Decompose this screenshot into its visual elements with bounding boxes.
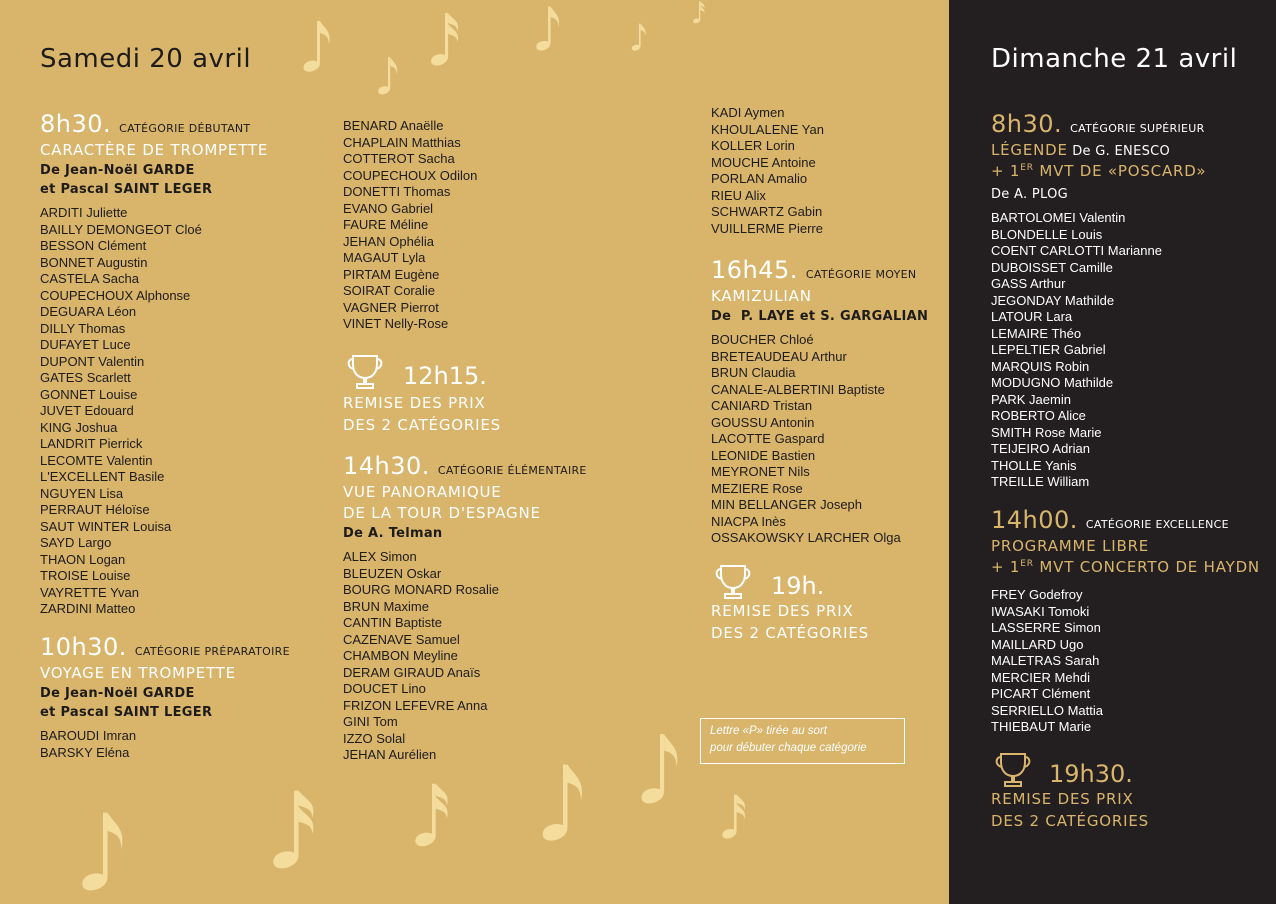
participant: SAYD Largo — [40, 535, 112, 550]
trophy-icon — [713, 564, 753, 600]
piece-title — [991, 161, 1261, 185]
award-text: REMISE DES PRIX — [991, 790, 1134, 808]
music-note-icon — [404, 780, 460, 854]
piece-text: MVT DE «POSCARD» — [1033, 162, 1207, 180]
participant-list-continued — [343, 118, 477, 333]
participant: GOUSSU Antonin — [711, 414, 815, 430]
participant-list — [343, 549, 643, 764]
session-14h00-sunday — [991, 506, 1266, 736]
participant: IWASAKI Tomoki — [991, 603, 1090, 619]
participant: VAYRETTE Yvan — [40, 584, 139, 600]
piece-title: CARACTÈRE DE TROMPETTE — [40, 141, 269, 159]
music-note-icon — [428, 10, 462, 72]
participant: JEHAN Ophélia — [343, 233, 435, 249]
participant: DILLY Thomas — [40, 320, 126, 336]
participant: KING Joshua — [40, 419, 118, 435]
participant: FAURE Méline — [343, 217, 429, 232]
piece-title: LÉGENDE — [991, 141, 1068, 159]
participant: PERRAUT Héloïse — [40, 502, 150, 517]
participant: MARQUIS Robin — [991, 358, 1090, 374]
session-category: CATÉGORIE SUPÉRIEUR — [1070, 122, 1205, 135]
participant: L'EXCELLENT Basile — [40, 469, 165, 484]
piece-title: PROGRAMME LIBRE — [991, 537, 1150, 555]
participant: LEPELTIER Gabriel — [991, 342, 1106, 357]
participant: BRETEAUDEAU Arthur — [711, 348, 847, 364]
participant: MODUGNO Mathilde — [991, 375, 1114, 390]
participant: ROBERTO Alice — [991, 408, 1086, 423]
participant: LACOTTE Gaspard — [711, 431, 825, 446]
participant: THOLLE Yanis — [991, 457, 1077, 473]
music-note-icon — [712, 792, 756, 844]
composer: De A. Telman — [343, 526, 443, 541]
participant: VAGNER Pierrot — [343, 299, 439, 315]
session-10h30 — [40, 633, 330, 761]
participant: DEGUARA Léon — [40, 304, 137, 319]
participant: LECOMTE Valentin — [40, 452, 153, 468]
award-time: 19h30. — [1049, 760, 1133, 788]
participant: LANDRIT Pierrick — [40, 436, 143, 451]
piece-superscript: ER — [1020, 559, 1034, 569]
participant: BRUN Maxime — [343, 598, 429, 614]
participant: MOUCHE Antoine — [711, 154, 816, 170]
participant-list — [40, 728, 330, 761]
award-text: DES 2 CATÉGORIES — [711, 624, 869, 642]
sunday-title: Dimanche 21 avril — [991, 44, 1238, 74]
participant: JUVET Edouard — [40, 403, 134, 418]
participant: VINET Nelly-Rose — [343, 316, 449, 331]
session-category: CATÉGORIE DÉBUTANT — [119, 122, 251, 135]
participant: IZZO Solal — [343, 730, 406, 746]
saturday-title: Samedi 20 avril — [40, 44, 252, 74]
participant: NIACPA Inès — [711, 513, 786, 529]
participant: VUILLERME Pierre — [711, 220, 823, 236]
participant: DONETTI Thomas — [343, 184, 451, 199]
session-time: 8h30. — [991, 110, 1063, 138]
piece-text: + 1 — [991, 162, 1021, 180]
participant-list — [711, 332, 941, 547]
award-text: DES 2 CATÉGORIES — [991, 812, 1149, 830]
participant-list — [991, 587, 1266, 736]
participant: GONNET Louise — [40, 386, 138, 402]
award-text: REMISE DES PRIX — [343, 394, 486, 412]
participant: MIN BELLANGER Joseph — [711, 497, 863, 512]
music-note-icon — [76, 808, 130, 900]
participant: SAUT WINTER Louisa — [40, 518, 172, 534]
music-note-icon — [270, 786, 318, 878]
participant: ARDITI Juliette — [40, 205, 128, 220]
participant: BARSKY Eléna — [40, 744, 130, 760]
participant: NGUYEN Lisa — [40, 485, 124, 501]
draw-note — [700, 718, 905, 764]
participant: MAILLARD Ugo — [991, 636, 1084, 652]
award-ceremony — [343, 352, 593, 442]
participant: MERCIER Mehdi — [991, 669, 1090, 685]
piece-text: MVT CONCERTO DE HAYDN — [1033, 558, 1260, 576]
session-16h45 — [711, 256, 941, 547]
composer: De Jean-Noël GARDE — [40, 163, 195, 178]
participant: PORLAN Amalio — [711, 171, 808, 186]
participant: COTTEROT Sacha — [343, 151, 455, 166]
participant: PIRTAM Eugène — [343, 266, 440, 282]
participant: BRUN Claudia — [711, 365, 796, 380]
participant: DERAM GIRAUD Anaïs — [343, 664, 481, 680]
participant: DOUCET Lino — [343, 681, 426, 696]
participant: LATOUR Lara — [991, 309, 1073, 324]
composer: De Jean-Noël GARDE — [40, 686, 195, 701]
participant: DUFAYET Luce — [40, 337, 131, 352]
composer: De G. ENESCO — [1072, 144, 1171, 159]
session-category: CATÉGORIE EXCELLENCE — [1085, 518, 1229, 531]
session-category: CATÉGORIE MOYEN — [805, 268, 917, 281]
composer: De P. LAYE et S. GARGALIAN — [711, 309, 929, 324]
participant-list-continued — [711, 105, 824, 237]
participant: GASS Arthur — [991, 276, 1066, 291]
piece-title: VOYAGE EN TROMPETTE — [40, 664, 236, 682]
piece-title — [991, 557, 1266, 581]
session-14h30 — [343, 452, 643, 764]
session-8h30 — [40, 110, 330, 618]
session-time: 10h30. — [40, 633, 127, 661]
composer: et Pascal SAINT LEGER — [40, 705, 213, 720]
piece-title: KAMIZULIAN — [711, 287, 812, 305]
participant: OSSAKOWSKY LARCHER Olga — [711, 530, 901, 545]
participant: CAZENAVE Samuel — [343, 631, 460, 647]
participant: SCHWARTZ Gabin — [711, 204, 823, 219]
session-time: 8h30. — [40, 110, 112, 138]
participant: LEONIDE Bastien — [711, 447, 816, 463]
music-note-icon — [684, 0, 714, 26]
participant: GATES Scarlett — [40, 370, 131, 385]
award-time: 19h. — [771, 572, 825, 600]
participant: TROISE Louise — [40, 568, 131, 583]
session-8h30-sunday — [991, 110, 1261, 491]
participant: EVANO Gabriel — [343, 200, 434, 216]
participant: GINI Tom — [343, 714, 398, 729]
participant: KOLLER Lorin — [711, 138, 795, 153]
participant: LEMAIRE Théo — [991, 325, 1082, 341]
participant: MAGAUT Lyla — [343, 250, 426, 265]
participant: CHAPLAIN Matthias — [343, 134, 461, 150]
session-time: 14h00. — [991, 506, 1078, 534]
participant: CANALE-ALBERTINI Baptiste — [711, 381, 885, 397]
participant: COENT CARLOTTI Marianne — [991, 243, 1162, 258]
music-note-icon — [624, 22, 654, 54]
trophy-icon — [993, 752, 1033, 788]
participant: LASSERRE Simon — [991, 620, 1101, 635]
music-note-icon — [540, 760, 586, 850]
participant: PICART Clément — [991, 686, 1091, 701]
session-time: 16h45. — [711, 256, 798, 284]
participant: SOIRAT Coralie — [343, 283, 435, 298]
music-note-icon — [376, 55, 400, 99]
music-note-icon — [300, 18, 334, 78]
participant: SERRIELLO Mattia — [991, 702, 1103, 718]
award-text: REMISE DES PRIX — [711, 602, 854, 620]
piece-text: + 1 — [991, 558, 1021, 576]
session-category: CATÉGORIE ÉLÉMENTAIRE — [437, 464, 587, 477]
participant: MEZIERE Rose — [711, 480, 803, 496]
participant: BARTOLOMEI Valentin — [991, 210, 1126, 225]
participant-list — [40, 205, 330, 618]
participant: ALEX Simon — [343, 549, 417, 564]
music-note-icon — [638, 730, 682, 812]
piece-title: DE LA TOUR D'ESPAGNE — [343, 504, 541, 522]
participant: CANIARD Tristan — [711, 398, 813, 413]
participant: FREY Godefroy — [991, 587, 1083, 602]
participant: BAILLY DEMONGEOT Cloé — [40, 221, 202, 237]
award-text: DES 2 CATÉGORIES — [343, 416, 501, 434]
music-note-icon — [530, 4, 566, 56]
participant: BLONDELLE Louis — [991, 226, 1103, 242]
note-line: pour débuter chaque catégorie — [710, 742, 867, 754]
participant: CANTIN Baptiste — [343, 615, 442, 630]
session-category: CATÉGORIE PRÉPARATOIRE — [134, 645, 290, 658]
participant: TREILLE William — [991, 474, 1090, 489]
participant: BAROUDI Imran — [40, 728, 137, 743]
participant: DUPONT Valentin — [40, 353, 145, 369]
participant: THIEBAUT Marie — [991, 719, 1092, 734]
participant: TEIJEIRO Adrian — [991, 441, 1090, 456]
participant: JEHAN Aurélien — [343, 747, 437, 762]
participant: COUPECHOUX Alphonse — [40, 287, 191, 303]
participant: COUPECHOUX Odilon — [343, 167, 478, 183]
participant: CHAMBON Meyline — [343, 648, 458, 663]
participant: RIEU Alix — [711, 187, 766, 203]
participant: SMITH Rose Marie — [991, 424, 1102, 440]
piece-superscript: ER — [1020, 163, 1034, 173]
trophy-icon — [345, 354, 385, 390]
participant: CASTELA Sacha — [40, 271, 139, 286]
participant: ZARDINI Matteo — [40, 601, 136, 616]
award-ceremony — [991, 750, 1231, 835]
note-line: Lettre «P» tirée au sort — [710, 725, 827, 737]
participant: FRIZON LEFEVRE Anna — [343, 697, 488, 713]
participant: MEYRONET Nils — [711, 464, 810, 479]
participant: BLEUZEN Oskar — [343, 565, 442, 581]
participant: BESSON Clément — [40, 238, 147, 253]
participant: JEGONDAY Mathilde — [991, 292, 1115, 308]
award-time: 12h15. — [403, 362, 487, 390]
composer: De A. PLOG — [991, 187, 1068, 202]
award-ceremony — [711, 562, 931, 647]
composer: et Pascal SAINT LEGER — [40, 182, 213, 197]
participant: KADI Aymen — [711, 105, 785, 120]
participant: PARK Jaemin — [991, 391, 1071, 407]
participant: BOUCHER Chloé — [711, 332, 814, 347]
participant: KHOULALENE Yan — [711, 121, 824, 137]
participant-list — [991, 210, 1261, 491]
piece-title: VUE PANORAMIQUE — [343, 483, 502, 501]
participant: MALETRAS Sarah — [991, 653, 1100, 668]
participant: BENARD Anaëlle — [343, 118, 444, 133]
participant: BONNET Augustin — [40, 254, 148, 270]
participant: DUBOISSET Camille — [991, 259, 1113, 275]
participant: THAON Logan — [40, 551, 126, 567]
participant: BOURG MONARD Rosalie — [343, 582, 500, 597]
session-time: 14h30. — [343, 452, 430, 480]
